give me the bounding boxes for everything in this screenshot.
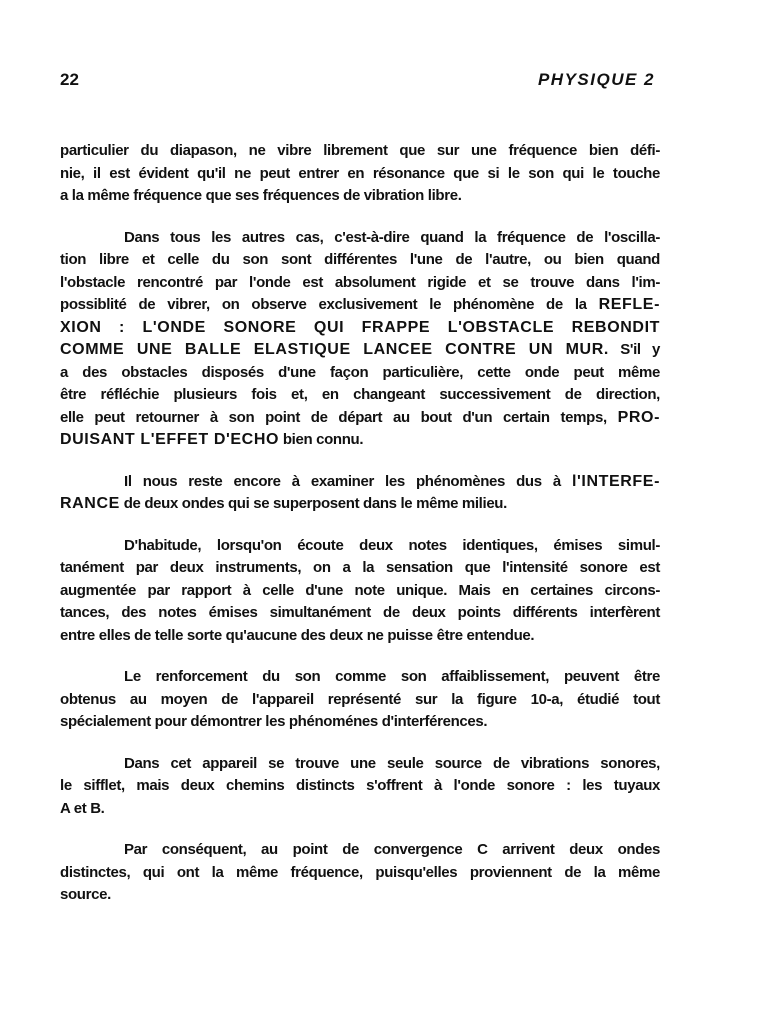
text-run: possiblité de vibrer, on observe exclusivement le phénomène de la — [60, 296, 599, 313]
text-line: a des obstacles disposés d'une façon particulière, cette onde peut même — [60, 363, 660, 381]
text-line: source. — [60, 886, 111, 903]
emphasis-run: REFLE- — [598, 296, 660, 313]
paragraph-5 — [60, 666, 660, 734]
text-line: particulier du diapason, ne vibre librement que sur une fréquence bien défi- — [60, 142, 660, 159]
text-line: Dans tous les autres cas, c'est-à-dire quand la fréquence de l'oscilla- — [124, 228, 660, 246]
text-run: S'il y — [608, 341, 660, 358]
text-line: Dans cet appareil se trouve une seule source de vibrations sonores, — [124, 754, 660, 772]
emphasis-run: DUISANT L'EFFET D'ECHO — [60, 431, 280, 448]
text-line — [60, 429, 660, 452]
text-line — [60, 493, 660, 516]
text-run: de deux ondes qui se superposent dans le même milieu. — [119, 495, 507, 512]
text-line: augmentée par rapport à celle d'une note unique. Mais en certaines circons- — [60, 581, 660, 599]
text-line: Par conséquent, au point de convergence C arrivent deux ondes — [124, 841, 660, 858]
text-line: tanément par deux instruments, on a la sensation que l'intensité sonore est — [60, 559, 660, 576]
text-line: nie, il est évident qu'il ne peut entrer en résonance que si le son qui le touche — [60, 164, 660, 182]
text-line: Le renforcement du son comme son affaiblissement, peuvent être — [124, 668, 660, 685]
text-line: distinctes, qui ont la même fréquence, puisqu'elles proviennent de la même — [60, 863, 660, 881]
running-title: PHYSIQUE 2 — [537, 70, 655, 89]
emphasis-line: XION : L'ONDE SONORE QUI FRAPPE L'OBSTACLE REBONDIT — [60, 318, 660, 336]
text-line: l'obstacle rencontré par l'onde est absolument rigide et se trouve dans l'im- — [60, 273, 660, 291]
text-run: Il nous reste encore à examiner les phénomènes dus à — [124, 472, 572, 490]
text-line: tances, des notes émises simultanément de deux points différents interfèrent — [60, 604, 660, 621]
emphasis-run: l'INTERFE- — [571, 472, 660, 490]
text-line — [60, 339, 660, 362]
text-line: obtenus au moyen de l'appareil représenté sur la figure 10-a, étudié tout — [60, 690, 660, 708]
emphasis-run: RANCE — [60, 495, 120, 512]
text-line: spécialement pour démontrer les phénoménes d'interférences. — [60, 713, 488, 730]
paragraph-2 — [60, 227, 660, 452]
text-line: tion libre et celle du son sont différentes l'une de l'autre, ou bien quand — [60, 251, 660, 268]
body-text — [60, 140, 660, 926]
paragraph-7 — [60, 839, 660, 907]
text-line: D'habitude, lorsqu'on écoute deux notes identiques, émises simul- — [124, 536, 660, 554]
text-line — [60, 471, 660, 494]
emphasis-run: COMME UNE BALLE ELASTIQUE LANCEE CONTRE UN MUR. — [60, 341, 609, 358]
paragraph-4 — [60, 535, 660, 648]
text-line: le sifflet, mais deux chemins distincts s'offrent à l'onde sonore : les tuyaux — [60, 777, 660, 794]
text-run: elle peut retourner à son point de départ au bout d'un certain temps, — [60, 408, 618, 426]
paragraph-3 — [60, 471, 660, 516]
paragraph-1 — [60, 140, 660, 208]
text-line — [60, 407, 660, 430]
text-line: a la même fréquence que ses fréquences de vibration libre. — [60, 187, 462, 204]
paragraph-6 — [60, 753, 660, 821]
page-number: 22 — [60, 70, 79, 89]
text-line — [60, 294, 660, 317]
text-line: entre elles de telle sorte qu'aucune des deux ne puisse être entendue. — [60, 626, 535, 644]
text-run: bien connu. — [279, 431, 364, 448]
text-line: A et B. — [60, 799, 105, 817]
text-line: être réfléchie plusieurs fois et, en changeant successivement de direction, — [60, 386, 660, 403]
emphasis-run: PRO- — [617, 408, 660, 426]
